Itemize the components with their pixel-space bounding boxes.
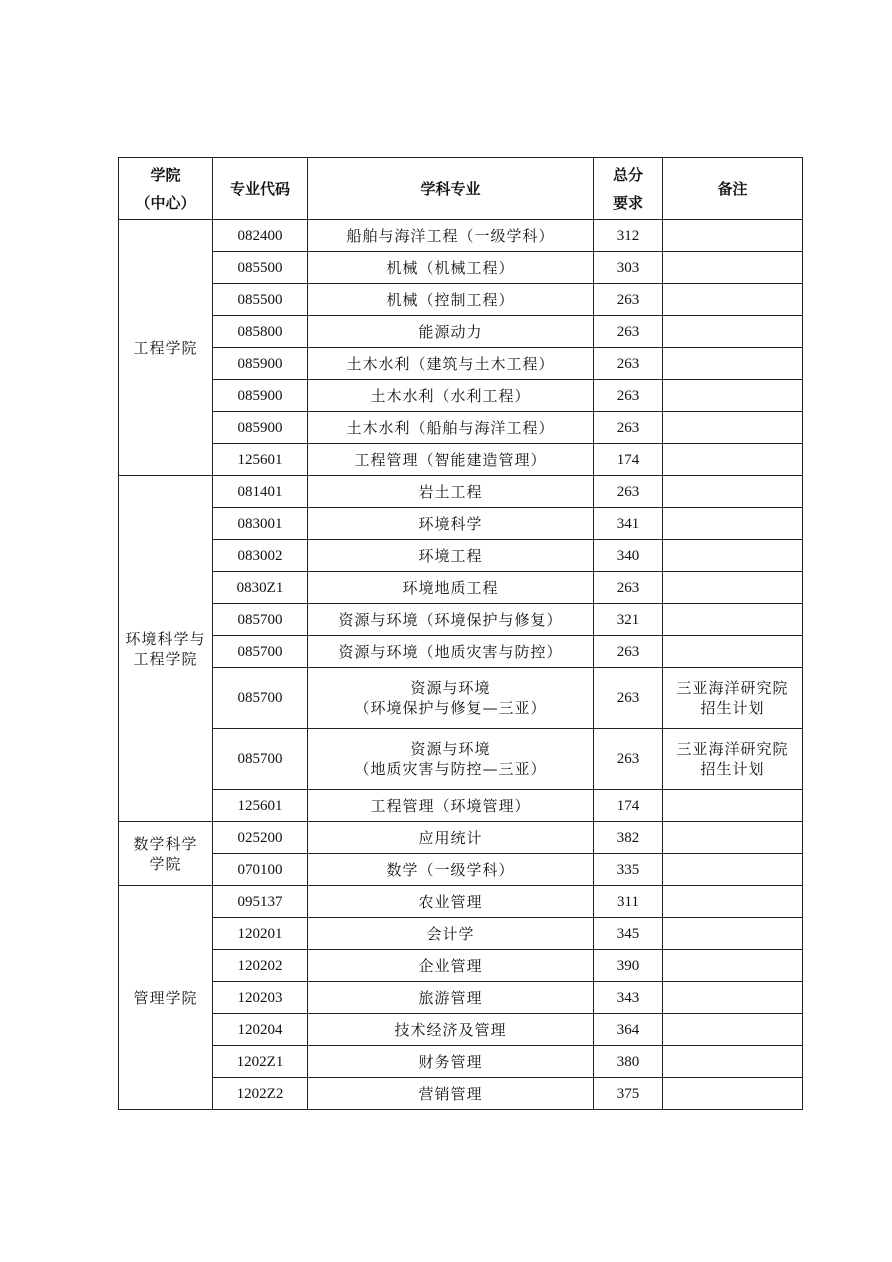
note-cell — [663, 790, 803, 822]
total-score: 321 — [594, 604, 663, 636]
major-code: 085900 — [213, 412, 308, 444]
note-cell — [663, 982, 803, 1014]
header-note: 备注 — [663, 158, 803, 220]
table-row — [119, 412, 803, 444]
major-code: 085700 — [213, 604, 308, 636]
total-score: 263 — [594, 476, 663, 508]
major-name — [308, 476, 594, 508]
table-body — [119, 220, 803, 1110]
table-row — [119, 854, 803, 886]
major-name — [308, 636, 594, 668]
major-line: 资源与环境（环境保护与修复） — [338, 610, 563, 629]
major-code: 1202Z1 — [213, 1046, 308, 1078]
total-score: 382 — [594, 822, 663, 854]
note-cell — [663, 886, 803, 918]
header-score-line1: 总分 — [612, 165, 643, 184]
major-code: 085800 — [213, 316, 308, 348]
total-score: 345 — [594, 918, 663, 950]
table-row — [119, 1078, 803, 1110]
major-line: 资源与环境（地质灾害与防控） — [338, 642, 563, 661]
major-line: （环境保护与修复—三亚） — [354, 699, 547, 717]
total-score: 340 — [594, 540, 663, 572]
table-row — [119, 668, 803, 729]
major-line: 船舶与海洋工程（一级学科） — [346, 226, 555, 245]
total-score: 375 — [594, 1078, 663, 1110]
table-row — [119, 220, 803, 252]
total-score: 303 — [594, 252, 663, 284]
major-name — [308, 918, 594, 950]
major-name — [308, 1046, 594, 1078]
major-code: 085700 — [213, 636, 308, 668]
table-row — [119, 886, 803, 918]
major-code: 120201 — [213, 918, 308, 950]
college-cell — [119, 476, 213, 822]
total-score: 174 — [594, 444, 663, 476]
major-name — [308, 668, 594, 729]
table-row — [119, 604, 803, 636]
header-college-line1: 学院 — [150, 165, 181, 184]
major-line: 土木水利（水利工程） — [370, 386, 531, 405]
major-line: 财务管理 — [418, 1052, 483, 1071]
major-line: 企业管理 — [418, 956, 483, 975]
major-line: 环境科学 — [418, 514, 483, 533]
total-score: 263 — [594, 668, 663, 729]
major-code: 085900 — [213, 380, 308, 412]
major-line: 农业管理 — [418, 892, 483, 911]
major-line: 机械（控制工程） — [386, 290, 515, 309]
table-row — [119, 316, 803, 348]
major-line: 岩土工程 — [418, 482, 483, 501]
table-row — [119, 380, 803, 412]
table-row — [119, 284, 803, 316]
major-code: 081401 — [213, 476, 308, 508]
major-name — [308, 886, 594, 918]
note-cell — [663, 822, 803, 854]
header-score — [594, 158, 663, 220]
major-code: 025200 — [213, 822, 308, 854]
major-line: 能源动力 — [418, 322, 483, 341]
table-row — [119, 1046, 803, 1078]
major-name — [308, 508, 594, 540]
college-name-line: 工程学院 — [133, 338, 198, 357]
major-name — [308, 822, 594, 854]
table-row — [119, 508, 803, 540]
total-score: 343 — [594, 982, 663, 1014]
total-score: 390 — [594, 950, 663, 982]
note-cell — [663, 1014, 803, 1046]
major-code: 085700 — [213, 729, 308, 790]
note-cell — [663, 348, 803, 380]
note-cell — [663, 572, 803, 604]
note-cell — [663, 918, 803, 950]
college-name-line: 数学科学 — [133, 834, 198, 853]
table-row — [119, 348, 803, 380]
note-cell — [663, 636, 803, 668]
major-name — [308, 1014, 594, 1046]
major-code: 095137 — [213, 886, 308, 918]
total-score: 263 — [594, 412, 663, 444]
major-name — [308, 252, 594, 284]
major-name — [308, 854, 594, 886]
table-row — [119, 982, 803, 1014]
total-score: 263 — [594, 316, 663, 348]
college-name-line: 学院 — [149, 854, 182, 873]
note-line: 招生计划 — [700, 699, 765, 717]
header-college-line2: （中心） — [135, 193, 196, 212]
table-row — [119, 636, 803, 668]
major-code: 083001 — [213, 508, 308, 540]
total-score: 263 — [594, 380, 663, 412]
table-row — [119, 476, 803, 508]
major-line: 数学（一级学科） — [386, 860, 515, 879]
major-line: 应用统计 — [418, 828, 483, 847]
major-name — [308, 316, 594, 348]
major-code: 082400 — [213, 220, 308, 252]
table-row — [119, 918, 803, 950]
major-code: 125601 — [213, 790, 308, 822]
major-line: 土木水利（建筑与土木工程） — [346, 354, 555, 373]
major-code: 120203 — [213, 982, 308, 1014]
header-score-line2: 要求 — [612, 193, 643, 212]
total-score: 263 — [594, 572, 663, 604]
note-cell — [663, 668, 803, 729]
total-score: 311 — [594, 886, 663, 918]
major-line: 机械（机械工程） — [386, 258, 515, 277]
note-cell — [663, 284, 803, 316]
major-line: 资源与环境 — [410, 679, 491, 697]
total-score: 263 — [594, 284, 663, 316]
major-name — [308, 950, 594, 982]
major-code: 120204 — [213, 1014, 308, 1046]
major-code: 120202 — [213, 950, 308, 982]
note-cell — [663, 540, 803, 572]
major-code: 1202Z2 — [213, 1078, 308, 1110]
total-score: 263 — [594, 636, 663, 668]
total-score: 312 — [594, 220, 663, 252]
note-cell — [663, 950, 803, 982]
major-code: 085500 — [213, 252, 308, 284]
major-line: 土木水利（船舶与海洋工程） — [346, 418, 555, 437]
major-line: 旅游管理 — [418, 988, 483, 1007]
major-code: 085500 — [213, 284, 308, 316]
major-name — [308, 380, 594, 412]
table-row — [119, 252, 803, 284]
college-cell — [119, 220, 213, 476]
total-score: 341 — [594, 508, 663, 540]
note-cell — [663, 476, 803, 508]
college-name-line: 工程学院 — [133, 649, 198, 668]
table-row — [119, 950, 803, 982]
header-code: 专业代码 — [213, 158, 308, 220]
total-score: 335 — [594, 854, 663, 886]
college-cell — [119, 886, 213, 1110]
major-code: 085900 — [213, 348, 308, 380]
major-name — [308, 540, 594, 572]
total-score: 263 — [594, 729, 663, 790]
major-line: 会计学 — [426, 924, 475, 943]
note-line: 招生计划 — [700, 760, 765, 778]
major-line: 营销管理 — [418, 1084, 483, 1103]
major-code: 085700 — [213, 668, 308, 729]
note-cell — [663, 220, 803, 252]
major-code: 070100 — [213, 854, 308, 886]
college-name-line: 环境科学与 — [125, 629, 206, 648]
major-code: 125601 — [213, 444, 308, 476]
note-cell — [663, 854, 803, 886]
table-row — [119, 790, 803, 822]
major-name — [308, 604, 594, 636]
total-score: 174 — [594, 790, 663, 822]
table-row — [119, 444, 803, 476]
major-code: 083002 — [213, 540, 308, 572]
note-line: 三亚海洋研究院 — [676, 679, 789, 697]
major-name — [308, 220, 594, 252]
major-line: 工程管理（智能建造管理） — [354, 450, 547, 469]
note-cell — [663, 1078, 803, 1110]
major-line: 环境工程 — [418, 546, 483, 565]
table-row — [119, 729, 803, 790]
major-line: 工程管理（环境管理） — [370, 796, 531, 815]
major-line: 环境地质工程 — [402, 578, 499, 597]
major-name — [308, 1078, 594, 1110]
note-cell — [663, 412, 803, 444]
major-name — [308, 284, 594, 316]
note-cell — [663, 252, 803, 284]
major-name — [308, 982, 594, 1014]
note-cell — [663, 380, 803, 412]
table-row — [119, 572, 803, 604]
header-major: 学科专业 — [308, 158, 594, 220]
note-cell — [663, 1046, 803, 1078]
major-name — [308, 412, 594, 444]
major-name — [308, 348, 594, 380]
major-name — [308, 729, 594, 790]
major-name — [308, 444, 594, 476]
note-cell — [663, 604, 803, 636]
note-line: 三亚海洋研究院 — [676, 740, 789, 758]
major-line: 资源与环境 — [410, 740, 491, 758]
college-cell — [119, 822, 213, 886]
table-row — [119, 1014, 803, 1046]
note-cell — [663, 444, 803, 476]
major-line: （地质灾害与防控—三亚） — [354, 760, 547, 778]
total-score: 380 — [594, 1046, 663, 1078]
header-college — [119, 158, 213, 220]
table-row — [119, 540, 803, 572]
major-name — [308, 572, 594, 604]
table-header — [119, 158, 803, 220]
note-cell — [663, 316, 803, 348]
note-cell — [663, 729, 803, 790]
total-score: 263 — [594, 348, 663, 380]
major-line: 技术经济及管理 — [394, 1020, 507, 1039]
score-requirements-table — [118, 157, 803, 1110]
major-name — [308, 790, 594, 822]
total-score: 364 — [594, 1014, 663, 1046]
note-cell — [663, 508, 803, 540]
major-code: 0830Z1 — [213, 572, 308, 604]
college-name-line: 管理学院 — [133, 988, 198, 1007]
table-row — [119, 822, 803, 854]
